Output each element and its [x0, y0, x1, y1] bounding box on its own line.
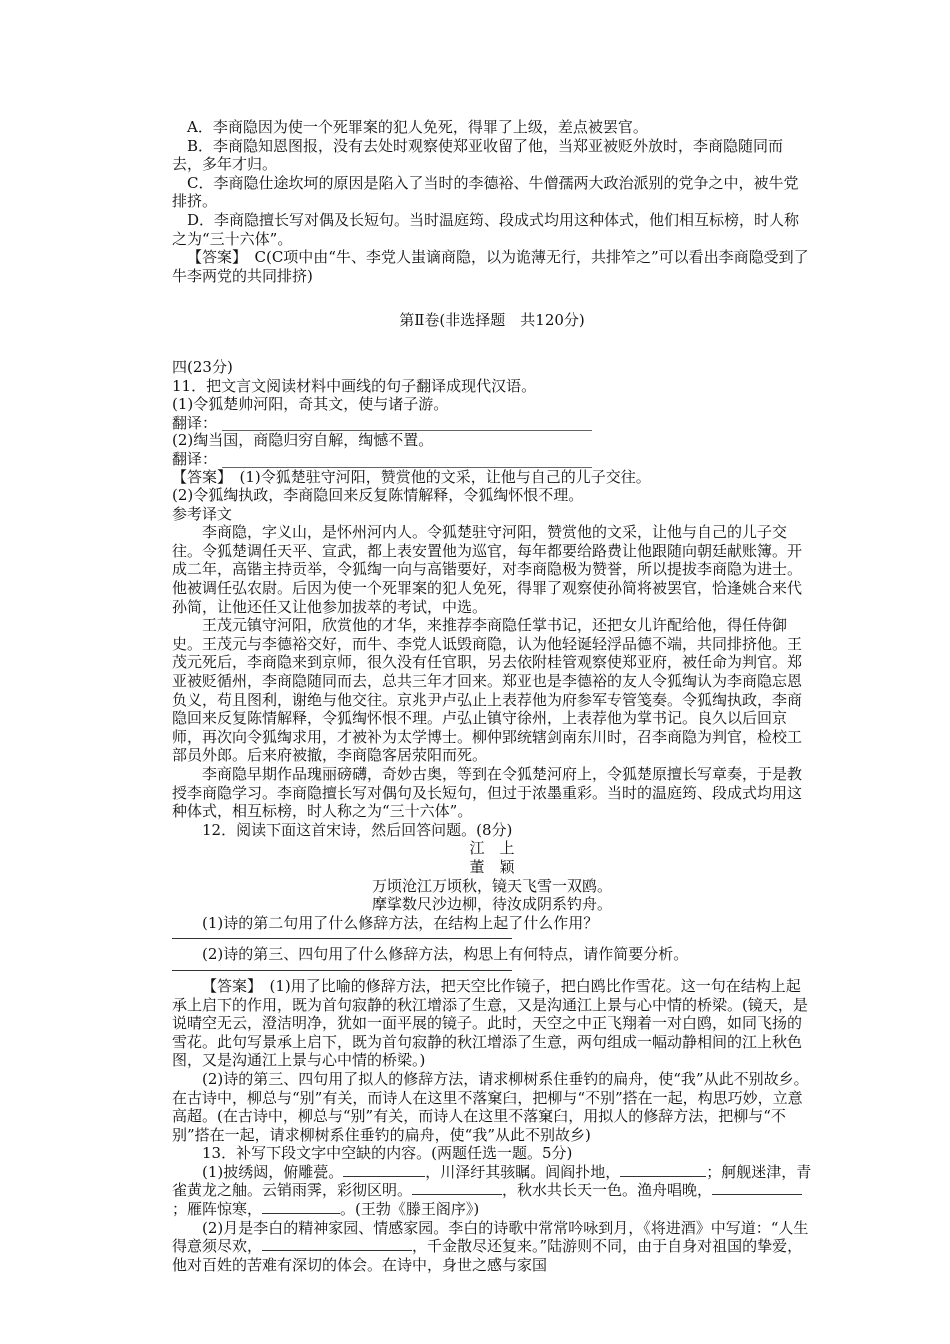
- section-title: 第Ⅱ卷(非选择题 共120分): [399, 311, 585, 330]
- q11-sentence-1: (1)令狐楚帅河阳，奇其文，使与诸子游。: [172, 395, 449, 414]
- q11-sentence-2: (2)绹当国，商隐归穷自解，绹憾不置。: [172, 431, 434, 450]
- reference-paragraph-1: 李商隐，字义山，是怀州河内人。令狐楚驻守河阳，赞赏他的文采，让他与自己的儿子交往。令狐楚调任天平、宣武，都上表安置他为巡官，每年都要给路费让他跟随向朝廷献账簿。开成二年，高锴主持贡举，令狐绹一向与高锴要好，对李商隐极为赞誉，所以提拔李商隐为进士。他被调任弘农尉。后因为使一个死罪案的犯人免死，得罪了观察使孙简将被罢官，恰逢姚合来代孙简，让他还任又让他参加拔萃的考试，中选。: [172, 523, 803, 616]
- q13-blank-1[interactable]: [343, 1163, 425, 1177]
- q13-blank-4[interactable]: [712, 1181, 802, 1195]
- part-4-heading: 四(23分): [172, 357, 233, 376]
- q12-answer-2: (2)诗的第三、四句用了拟人的修辞方法，请求柳树系住垂钓的扁舟，使“我”从此不别故乡。在古诗中，柳总与“别”有关，而诗人在这里不落窠臼，把柳与“不别”搭在一起，构思巧妙，立意高超。(在古诗中，柳总与“别”有关，而诗人在这里不落窠臼，用拟人的修辞方法，把柳与“不别”搭在一起，请求柳树系住垂钓的扁舟，使“我”从此不别故乡): [172, 1069, 809, 1144]
- document-body: [172, 118, 812, 1274]
- reference-paragraph-3: 李商隐早期作品瑰丽磅礴，奇妙古奥，等到在令狐楚河府上，令狐楚原擅长写章奏，于是教授李商隐学习。李商隐擅长写对偶句及长短句，但过于浓墨重彩。当时的温庭筠、段成式均用这种体式，相互标榜，时人称之为“三十六体”。: [172, 765, 803, 821]
- q13-p1-text-c: ；舸舰迷津，青雀黄龙之舳。云销雨霁，彩彻区明。: [172, 1162, 812, 1200]
- q12-answer-line-2: [172, 964, 512, 971]
- q12-answer-line-1: [172, 932, 512, 939]
- answer-10: 【答案】 C(C项中由“牛、李党人蚩谪商隐，以为诡薄无行，共排笮之”可以看出李商隐受到了牛李两党的共同排挤): [172, 248, 809, 285]
- poem-line-2: 摩挲数尺沙边柳，待汝成阴系钓舟。: [371, 895, 612, 914]
- option-b: B．李商隐知恩图报，没有去处时观察使郑亚收留了他，当郑亚被贬外放时，李商隐随同而去，多年才归。: [172, 136, 784, 174]
- q11-answer-1: 【答案】 (1)令狐楚驻守河阳，赞赏他的文采，让他与自己的儿子交往。: [172, 467, 651, 486]
- reference-translation-title: 参考译文: [172, 504, 233, 523]
- q12-sub-2: (2)诗的第三、四句用了什么修辞方法，构思上有何特点，请作简要分析。: [202, 945, 689, 964]
- q11-stem: 11．把文言文阅读材料中画线的句子翻译成现代汉语。: [172, 376, 537, 395]
- q13-p1-text-d: ，秋水共长天一色。渔舟唱晚，: [502, 1181, 713, 1200]
- reference-paragraph-2: 王茂元镇守河阳，欣赏他的才华，来推荐李商隐任掌书记，还把女儿许配给他，得任侍御史。王茂元与李德裕交好，而牛、李党人诋毁商隐，认为他轻诞轻浮品德不端，共同排挤他。王茂元死后，李商隐来到京师，很久没有任官职，另去依附桂管观察使郑亚府，被任命为判官。郑亚被贬循州，李商隐随同而去，总共三年才回来。郑亚也是李德裕的友人令狐绹认为李商隐忘恩负义，苟且图利，谢绝与他交往。京兆尹卢弘止上表荐他为府参军专管笺奏。令狐绹执政，李商隐回来反复陈情解释，令狐绹怀恨不理。卢弘止镇守徐州，上表荐他为掌书记。良久以后回京师，再次向令狐绹求用，才被补为太学博士。柳仲郢统辖剑南东川时，召李商隐为判官，检校工部员外郎。后来府被撤，李商隐客居荥阳而死。: [172, 616, 803, 765]
- poem-line-1: 万顷沧江万顷秋，镜天飞雪一双鸥。: [371, 876, 612, 895]
- q13-p1-text-f: 。(王勃《滕王阁序》): [340, 1200, 480, 1219]
- q13-blank-5[interactable]: [262, 1200, 340, 1214]
- q11-translate-label-2: 翻译：: [172, 449, 218, 468]
- option-a: A．李商隐因为使一个死罪案的犯人免死，得罪了上级，差点被罢官。: [187, 118, 648, 136]
- q13-passage-1: [172, 1163, 812, 1219]
- q13-p1-text-b: ，川泽纡其骇瞩。闾阎扑地，: [425, 1162, 621, 1181]
- q13-p1-text-a: (1)披绣闼，俯雕甍。: [202, 1162, 344, 1181]
- q11-translate-label-1: 翻译：: [172, 413, 218, 432]
- q13-blank-6[interactable]: [262, 1237, 412, 1251]
- q12-sub-1: (1)诗的第二句用了什么修辞方法，在结构上起了什么作用？: [202, 913, 599, 932]
- q13-p1-text-e: ；雁阵惊寒，: [172, 1200, 263, 1219]
- q13-stem: 13．补写下段文字中空缺的内容。(两题任选一题。5分): [202, 1144, 573, 1163]
- q13-blank-2[interactable]: [620, 1163, 706, 1177]
- q13-blank-3[interactable]: [412, 1181, 502, 1195]
- q12-answer-1: 【答案】 (1)用了比喻的修辞方法，把天空比作镜子，把白鸥比作雪花。这一句在结构上起承上启下的作用，既为首句寂静的秋江增添了生意，又是沟通江上景与心中情的桥梁。(镜天，是说晴空无云，澄洁明净，犹如一面平展的镜子。此时，天空之中正飞翔着一对白鸥，如同飞扬的雪花。此句写景承上启下，既为首句寂静的秋江增添了生意，两句组成一幅动静相间的江上秋色图，又是沟通江上景与心中情的桥梁。): [172, 976, 808, 1070]
- q12-stem: 12．阅读下面这首宋诗，然后回答问题。(8分): [202, 820, 513, 839]
- q13-passage-2: [172, 1219, 812, 1275]
- option-c: C．李商隐仕途坎坷的原因是陷入了当时的李德裕、牛僧孺两大政治派别的党争之中，被牛党排挤。: [172, 173, 799, 211]
- q13-p2-text-b: ，千金散尽还复来。”陆游则不同，由于自身对祖国的挚爱，他对百姓的苦难有深切的体会。在诗中，身世之感与家国: [172, 1237, 803, 1274]
- poem-title: 江 上: [469, 839, 515, 858]
- poem-author: 董 颖: [469, 857, 515, 876]
- q13-p2-text-a: (2)月是李白的精神家园、情感家园。李白的诗歌中常常吟咏到月，《将进酒》中写道：“人生得意须尽欢，: [172, 1218, 809, 1256]
- q11-answer-2: (2)令狐绹执政，李商隐回来反复陈情解释，令狐绹怀恨不理。: [172, 486, 584, 505]
- option-d: D．李商隐擅长写对偶及长短句。当时温庭筠、段成式均用这种体式，他们相互标榜，时人称之为“三十六体”。: [172, 210, 800, 248]
